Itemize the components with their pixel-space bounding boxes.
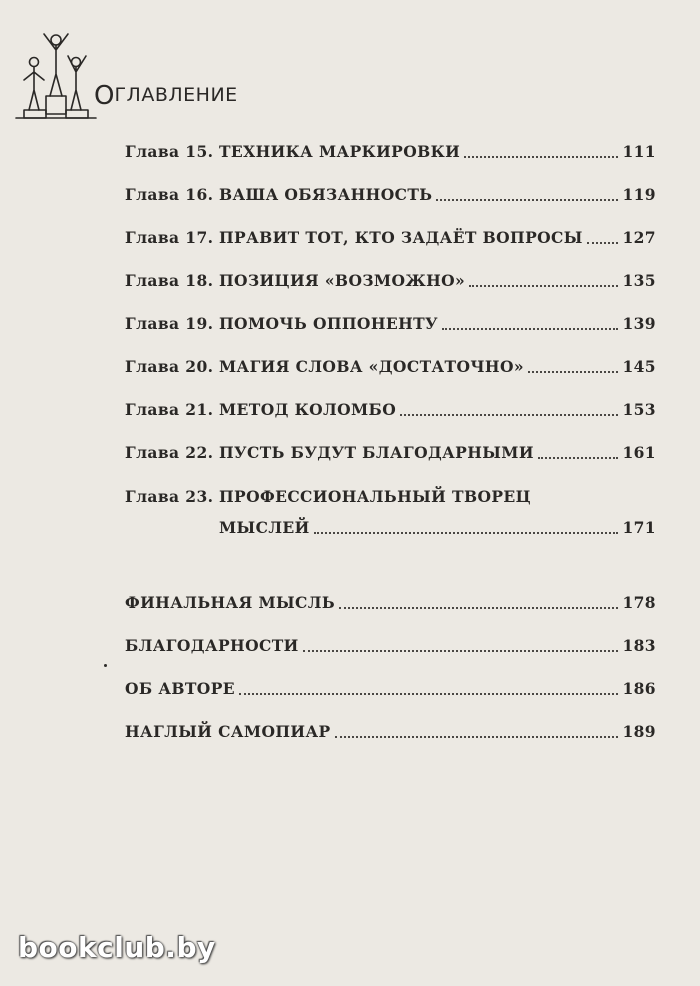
leader-dots	[587, 228, 619, 244]
toc-entry[interactable]	[125, 314, 656, 340]
watermark: bookclub.by	[18, 931, 216, 964]
section-title: ФИНАЛЬНАЯ МЫСЛЬ	[125, 593, 336, 612]
leader-dots	[303, 636, 619, 652]
page-number: 153	[622, 400, 656, 419]
leader-dots	[528, 357, 618, 373]
figures-logo-icon	[10, 30, 102, 120]
chapter-title: ПРАВИТ ТОТ, КТО ЗАДАЁТ ВОПРОСЫ	[219, 228, 583, 247]
page-number: 145	[622, 357, 656, 376]
page-number: 127	[622, 228, 656, 247]
section-title: НАГЛЫЙ САМОПИАР	[125, 722, 331, 741]
chapter-label: Глава 18.	[125, 271, 214, 290]
page-number: 161	[622, 443, 656, 462]
chapter-title: МАГИЯ СЛОВА «ДОСТАТОЧНО»	[219, 357, 524, 376]
toc-title-initial: О	[94, 81, 115, 111]
chapter-label: Глава 23.	[125, 487, 214, 506]
chapter-label: Глава 16.	[125, 185, 214, 204]
chapter-title: ПОМОЧЬ ОППОНЕНТУ	[219, 314, 439, 333]
chapter-title: ПУСТЬ БУДУТ БЛАГОДАРНЫМИ	[219, 443, 534, 462]
chapter-title-line1: ПРОФЕССИОНАЛЬНЫЙ ТВОРЕЦ	[219, 487, 531, 506]
toc-entry[interactable]	[125, 185, 656, 211]
chapter-title: ВАША ОБЯЗАННОСТЬ	[219, 185, 433, 204]
page-number: 111	[622, 142, 656, 161]
page-number: 183	[622, 636, 656, 655]
toc-entry[interactable]	[125, 593, 656, 619]
leader-dots	[442, 314, 618, 330]
section-title: БЛАГОДАРНОСТИ	[125, 636, 299, 655]
page-number: 186	[622, 679, 656, 698]
leader-dots	[469, 271, 618, 287]
leader-dots	[335, 722, 619, 738]
toc-entry[interactable]	[125, 142, 656, 168]
toc-title	[94, 78, 238, 111]
page-number: 189	[622, 722, 656, 741]
chapter-label: Глава 20.	[125, 357, 214, 376]
chapter-title: МЕТОД КОЛОМБО	[219, 400, 397, 419]
toc-title-rest: ГЛАВЛЕНИЕ	[114, 84, 238, 106]
leader-dots	[464, 142, 618, 158]
chapter-label: Глава 15.	[125, 142, 214, 161]
chapter-title: МЫСЛЕЙ	[219, 518, 310, 537]
toc-entry[interactable]	[125, 722, 656, 748]
toc-entry[interactable]	[125, 443, 656, 469]
toc-entry[interactable]	[125, 487, 656, 547]
ink-speck	[104, 664, 107, 667]
toc-entry[interactable]	[125, 228, 656, 254]
page-number: 171	[622, 518, 656, 537]
toc-entry[interactable]	[125, 271, 656, 297]
toc-entry[interactable]	[125, 357, 656, 383]
chapter-title: ПОЗИЦИЯ «ВОЗМОЖНО»	[219, 271, 466, 290]
toc-entry[interactable]	[125, 636, 656, 662]
leader-dots	[436, 185, 618, 201]
leader-dots	[538, 443, 619, 459]
page-number: 178	[622, 593, 656, 612]
toc-entry[interactable]	[125, 679, 656, 705]
chapter-label: Глава 22.	[125, 443, 214, 462]
section-title: ОБ АВТОРЕ	[125, 679, 235, 698]
chapter-title: ТЕХНИКА МАРКИРОВКИ	[219, 142, 461, 161]
toc-header	[10, 30, 430, 125]
chapter-label: Глава 19.	[125, 314, 214, 333]
toc-entry[interactable]	[125, 400, 656, 426]
page-number: 139	[622, 314, 656, 333]
leader-dots	[400, 400, 618, 416]
leader-dots	[339, 593, 618, 609]
chapter-label: Глава 21.	[125, 400, 214, 419]
chapter-label: Глава 17.	[125, 228, 214, 247]
leader-dots	[239, 679, 618, 695]
page-number: 135	[622, 271, 656, 290]
page-number: 119	[622, 185, 656, 204]
leader-dots	[314, 518, 619, 534]
